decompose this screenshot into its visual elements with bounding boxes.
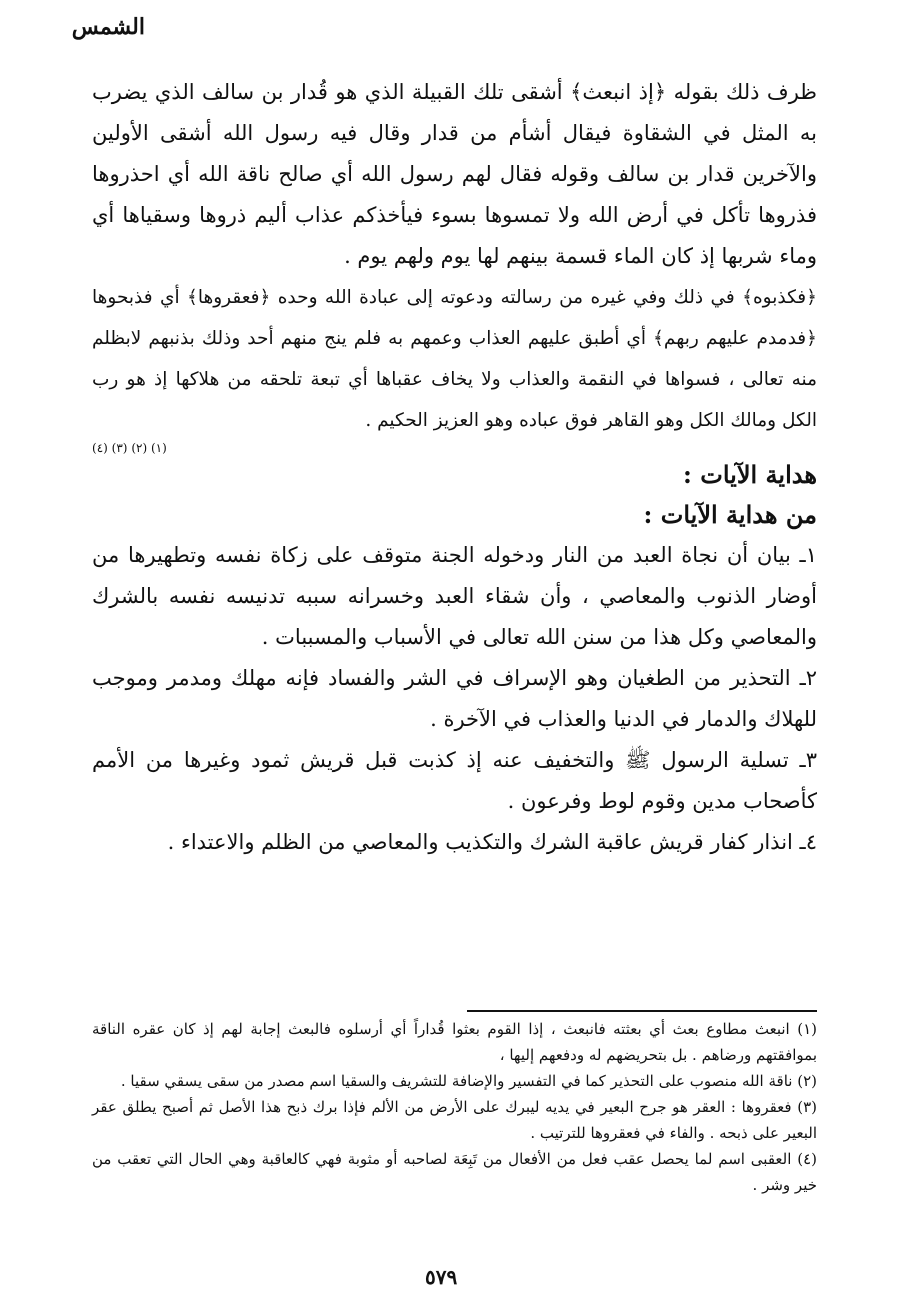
footnote-marker: (١) [150,441,167,455]
footnote: (٣) فعقروها : العقر هو جرح البعير في يديه ليبرك على الأرض من الألم فإذا برك ذبح هذا الأصل ثم أصبح يطلق عقر البعير على ذبحه . والفاء في فعقروها للترتيب . [92,1098,817,1142]
guidance-list [92,535,817,863]
footnote-marker: (٤) [92,441,108,455]
list-item: ٢ـ التحذير من الطغيان وهو الإسراف في الشر والفساد فإنه مهلك ومدمر وموجب للهلاك والدمار في الدنيا والعذاب في الآخرة . [92,666,817,731]
footnote-markers [92,441,817,455]
footnotes [92,1016,817,1198]
section-subheading: من هداية الآيات : [643,500,817,529]
list-item: ٤ـ انذار كفار قريش عاقبة الشرك والتكذيب والمعاصي من الظلم والاعتداء . [167,830,817,854]
footnote-divider [467,1010,817,1012]
footnote: (٤) العقبى اسم لما يحصل عقب فعل من الأفعال من تَبِعَة لصاحبه أو مثوبة فهي كالعاقبة وهي الحال التي تعقب من خير وشر . [92,1150,817,1194]
list-item: ٣ـ تسلية الرسول ﷺ والتخفيف عنه إذ كذبت قبل قريش ثمود وغيرها من الأمم كأصحاب مدين وقوم لوط وفرعون . [92,748,817,813]
list-item: ١ـ بيان أن نجاة العبد من النار ودخوله الجنة متوقف على زكاة نفسه وتطهيرها من أوضار الذنوب والمعاصي ، وأن شقاء العبد وخسرانه سببه تدنيسه نفسه بالشرك والمعاصي وكل هذا من سنن الله تعالى في الأسباب والمسببات . [92,543,817,649]
footnote-marker: (٣) [111,441,128,455]
footnote-marker: (٢) [131,441,148,455]
running-header-title: الشمس [71,14,145,40]
tafsir-paragraph: ﴿فكذبوه﴾ في ذلك وفي غيره من رسالته ودعوته إلى عبادة الله وحده ﴿فعقروها﴾ أي فذبحوها ﴿فدمدم عليهم ربهم﴾ أي أطبق عليهم العذاب وعمهم به فلم ينج منهم أحد وذلك بذنبهم لابظلم منه تعالى ، فسواها في النقمة والعذاب ولا يخاف عقباها أي تبعة تلحقه من هلاكها إذ هو رب الكل ومالك الكل وهو القاهر فوق عباده وهو العزيز الحكيم . [92,287,817,431]
section-heading: هداية الآيات : [683,460,817,489]
main-text [92,72,817,863]
footnote: (٢) ناقة الله منصوب على التحذير كما في التفسير والإضافة للتشريف والسقيا اسم مصدر من سقى يسقي سقيا . [120,1072,817,1090]
tafsir-paragraph: ظرف ذلك بقوله ﴿إذ انبعث﴾ أشقى تلك القبيلة الذي هو قُدار بن سالف الذي يضرب به المثل في الشقاوة فيقال أشأم من قدار وقال فيه رسول الله أشقى الأولين والآخرين قدار بن سالف وقوله فقال لهم رسول الله أي صالح ناقة الله أي احذروها فذروها تأكل في أرض الله ولا تمسوها بسوء فيأخذكم عذاب أليم ذروها وسقياها أي وماء شربها إذ كان الماء قسمة بينهم لها يوم ولهم يوم . [92,80,817,268]
page-number: ٥٧٩ [425,1265,458,1289]
footnote: (١) انبعث مطاوع بعث أي بعثته فانبعث ، إذا القوم بعثوا قُداراً أي أرسلوه فالبعث إجابة لهم إذ كان عقره الناقة بموافقتهم ورضاهم . بل بتحريضهم له ودفعهم إليها ، [92,1020,817,1064]
